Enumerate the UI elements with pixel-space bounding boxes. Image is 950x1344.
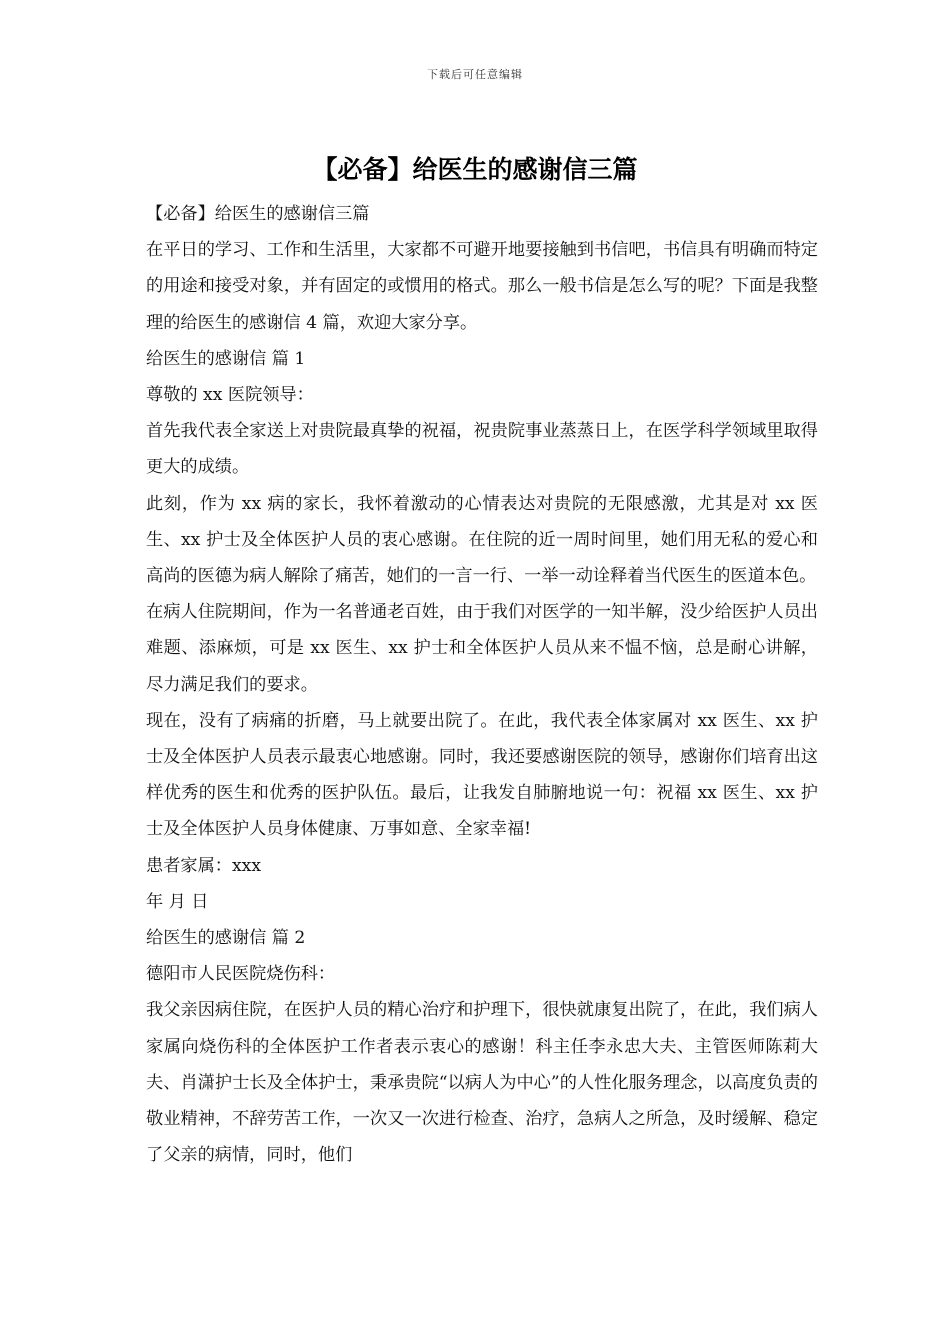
date-line: 年 月 日 (146, 891, 209, 912)
paragraph: 现在，没有了病痛的折磨，马上就要出院了。在此，我代表全体家属对 xx 医生、xx 护士及全体医护人员表示最衷心地感谢。同时，我还要感谢医院的领导，感谢你们培育出这样优秀的医生和优秀的医护队伍。最后，让我发自肺腑地说一句：祝福 xx 医生、xx 护士及全体医护人员身体健康、万事如意、全家幸福! (146, 710, 818, 840)
salutation-1: 尊敬的 xx 医院领导： (146, 385, 314, 406)
salutation-2: 德阳市人民医院烧伤科： (146, 964, 336, 985)
header-note: 下载后可任意编辑 (427, 68, 523, 81)
signature-line: 患者家属：xxx (146, 855, 262, 876)
paragraph: 在病人住院期间，作为一名普通老百姓，由于我们对医学的一知半解，没少给医护人员出难题、添麻烦，可是 xx 医生、xx 护士和全体医护人员从来不愠不恼，总是耐心讲解，尽力满足我们的要求。 (146, 602, 818, 695)
paragraph: 我父亲因病住院，在医护人员的精心治疗和护理下，很快就康复出院了，在此，我们病人家属向烧伤科的全体医护工作者表示衷心的感谢！科主任李永忠大夫、主管医师陈莉大夫、肖潇护士长及全体护士，秉承贵院“以病人为中心”的人性化服务理念，以高度负责的敬业精神，不辞劳苦工作，一次又一次进行检查、治疗，急病人之所急，及时缓解、稳定了父亲的病情，同时，他们 (146, 1000, 818, 1166)
document-body (146, 196, 818, 1173)
paragraph: 此刻，作为 xx 病的家长，我怀着激动的心情表达对贵院的无限感激，尤其是对 xx 医生、xx 护士及全体医护人员的衷心感谢。在住院的近一周时间里，她们用无私的爱心和高尚的医德为病人解除了痛苦，她们的一言一行、一举一动诠释着当代医生的医道本色。 (146, 493, 818, 587)
section-heading-2: 给医生的感谢信 篇 2 (146, 928, 306, 949)
paragraph-subtitle: 【必备】给医生的感谢信三篇 (146, 204, 370, 224)
paragraph-intro: 在平日的学习、工作和生活里，大家都不可避开地要接触到书信吧，书信具有明确而特定的用途和接受对象，并有固定的或惯用的格式。那么一般书信是怎么写的呢？下面是我整理的给医生的感谢信 4 篇，欢迎大家分享。 (146, 240, 818, 333)
document-title: 【必备】给医生的感谢信三篇 (312, 155, 638, 184)
paragraph: 首先我代表全家送上对贵院最真挚的祝福，祝贵院事业蒸蒸日上，在医学科学领域里取得更大的成绩。 (146, 421, 818, 478)
section-heading-1: 给医生的感谢信 篇 1 (146, 348, 306, 369)
